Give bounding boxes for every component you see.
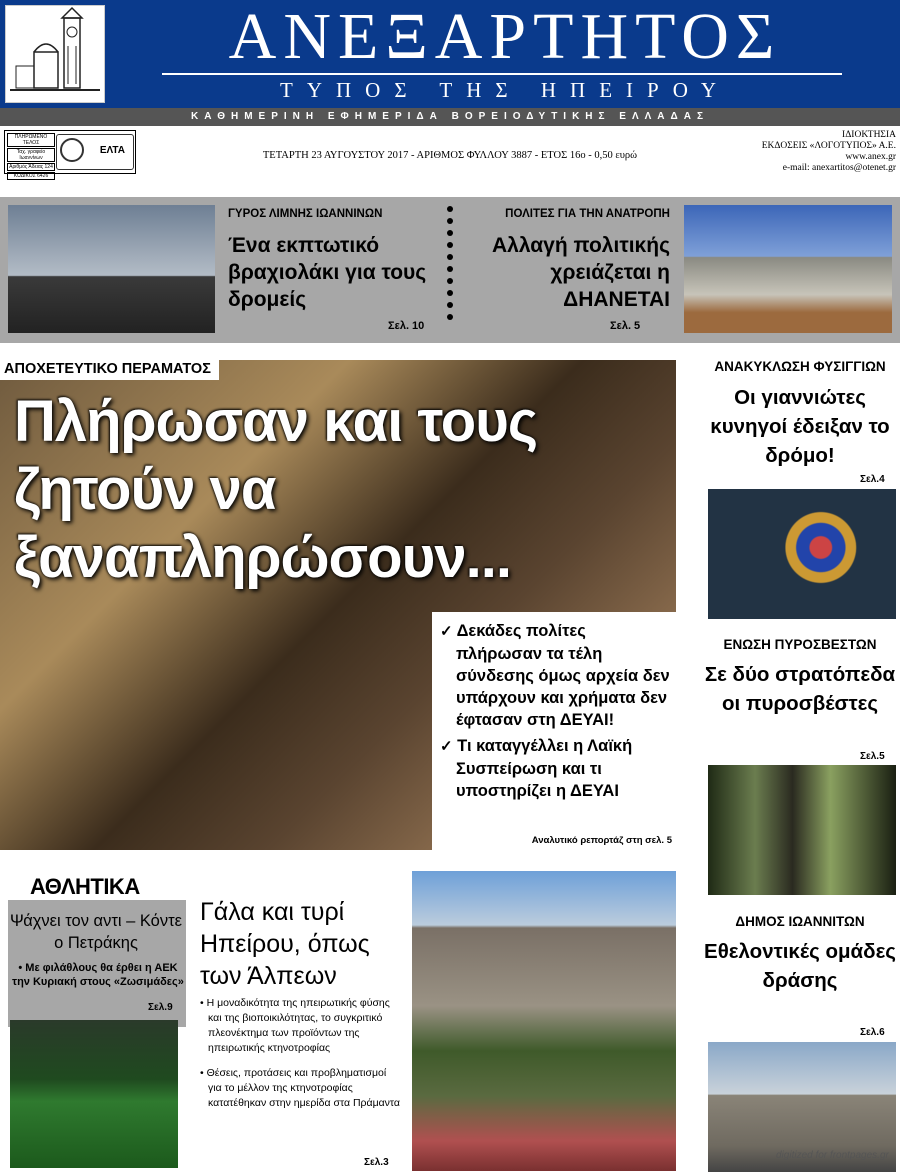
- page-ref: Σελ.5: [860, 751, 885, 762]
- teaser-headline[interactable]: Ένα εκπτωτικό βραχιολάκι για τους δρομείς: [228, 234, 427, 311]
- bullet-item: ✓ Τι καταγγέλλει η Λαϊκή Συσπείρωση και τι υποστηρίζει η ΔΕΥΑΙ: [440, 737, 633, 800]
- page-ref: Σελ. 10: [388, 320, 425, 332]
- dateline: ΤΕΤΑΡΤΗ 23 ΑΥΓΟΥΣΤΟΥ 2017 - ΑΡΙΘΜΟΣ ΦΥΛΛΟΥ 3887 - ΕΤΟΣ 16ο - 0,50 ευρώ: [262, 150, 638, 161]
- page-ref: Σελ.4: [860, 474, 885, 485]
- page-ref: Σελ. 5: [610, 320, 641, 332]
- right-kicker: ΑΝΑΚΥΚΛΩΣΗ ΦΥΣΙΓΓΙΩΝ: [714, 359, 886, 374]
- postal-code: ΚΩΔΙΚΟΣ 6426: [7, 172, 55, 180]
- checkmark-icon: ✓: [440, 738, 453, 755]
- football-photo[interactable]: [10, 1020, 178, 1168]
- ownership-info: [730, 130, 896, 174]
- newspaper-title: ΑΝΕΞΑΡΤΗΤΟΣ: [228, 0, 782, 73]
- elta-badge: ΕΛΤΑ: [56, 134, 134, 170]
- title-rule: [162, 73, 842, 75]
- bullet-item: • Θέσεις, προτάσεις και προβληματισμοί για το μέλλον της κτηνοτροφίας κατατέθηκαν στην ημερίδα στα Πράμαντα: [200, 1067, 401, 1109]
- dotted-divider: [446, 206, 454, 334]
- newspaper-subtitle: ΤΥΠΟΣ ΤΗΣ ΗΠΕΙΡΟΥ: [280, 78, 730, 102]
- sports-section-title: ΑΘΛΗΤΙΚΑ: [8, 870, 186, 900]
- sports-headline[interactable]: Ψάχνει τον αντι – Κόντε ο Πετράκης: [10, 912, 182, 952]
- page-ref: Σελ.6: [860, 1027, 885, 1038]
- cartridges-photo[interactable]: [708, 489, 896, 619]
- bullet-item: ✓ Δεκάδες πολίτες πλήρωσαν τα τέλη σύνδεσης όμως αρχεία δεν υπάρχουν και χρήματα δεν έφτασαν στη ΔΕΥΑΙ!: [440, 622, 670, 729]
- page-ref: Σελ.9: [148, 1002, 173, 1013]
- postal-line: ΠΛΗΡΩΜΕΝΟ ΤΕΛΟΣ: [7, 133, 55, 147]
- tagline-bar: ΚΑΘΗΜΕΡΙΝΗ ΕΦΗΜΕΡΙΔΑ ΒΟΡΕΙΟΔΥΤΙΚΗΣ ΕΛΛΑΔΑΣ: [0, 108, 900, 126]
- elta-seal-icon: [60, 138, 84, 162]
- right-kicker: ΕΝΩΣΗ ΠΥΡΟΣΒΕΣΤΩΝ: [723, 637, 877, 652]
- statue-ceremony-photo[interactable]: [412, 871, 676, 1171]
- right-headline[interactable]: Οι γιαννιώτες κυνηγοί έδειξαν το δρόμο!: [710, 386, 890, 467]
- bullet-item: • Η μοναδικότητα της ηπειρωτικής φύσης και της βιοποικιλότητας, το συγκριτικό πλεονέκτημα των προϊόντων της ηπειρωτικής κτηνοτροφίας: [200, 997, 390, 1054]
- main-headline[interactable]: Πλήρωσαν και τους ζητούν να ξαναπληρώσουν...: [14, 389, 538, 590]
- postal-line: Ταχ. γραφείο Ιωαννίνων: [7, 148, 55, 162]
- main-kicker: ΑΠΟΧΕΤΕΥΤΙΚΟ ΠΕΡΑΜΑΤΟΣ: [0, 359, 219, 380]
- right-headline[interactable]: Σε δύο στρατόπεδα οι πυροσβέστες: [704, 663, 896, 715]
- teaser-kicker: ΓΥΡΟΣ ΛΙΜΝΗΣ ΙΩΑΝΝΙΝΩΝ: [228, 208, 383, 220]
- owner-website[interactable]: www.anex.gr: [845, 152, 896, 162]
- clock-tower-logo-icon: [5, 5, 105, 103]
- building-photo[interactable]: [684, 205, 892, 333]
- owner-publisher: ΕΚΔΟΣΕΙΣ «ΛΟΓΟΤΥΠΟΣ» Α.Ε.: [761, 141, 896, 151]
- page-ref: Σελ.3: [364, 1157, 389, 1168]
- middle-headline[interactable]: Γάλα και τυρί Ηπείρου, όπως των Άλπεων: [200, 898, 370, 990]
- owner-email[interactable]: e-mail: anexartitos@otenet.gr: [782, 163, 896, 173]
- right-kicker: ΔΗΜΟΣ ΙΩΑΝΝΙΤΩΝ: [735, 914, 865, 929]
- sports-bullet: • Με φιλάθλους θα έρθει η ΑΕΚ την Κυριακή στους «Ζωσιμάδες»: [12, 962, 184, 988]
- watermark: digitized for frontpages.gr: [776, 1150, 889, 1161]
- right-headline[interactable]: Εθελοντικές ομάδες δράσης: [704, 940, 896, 992]
- middle-bullets: [200, 996, 400, 1121]
- teaser-kicker: ΠΟΛΙΤΕΣ ΓΙΑ ΤΗΝ ΑΝΑΤΡΟΠΗ: [505, 208, 670, 220]
- postal-line: Αριθμός Άδειας 124: [7, 163, 55, 171]
- runners-photo[interactable]: [8, 205, 215, 333]
- owner-label: ΙΔΙΟΚΤΗΣΙΑ: [842, 130, 896, 140]
- checkmark-icon: ✓: [440, 623, 453, 640]
- main-bullets: [440, 620, 672, 806]
- teaser-headline[interactable]: Αλλαγή πολιτικής χρειάζεται η ΔΗΑΝΕΤΑΙ: [491, 234, 670, 311]
- page-ref: Αναλυτικό ρεπορτάζ στη σελ. 5: [531, 835, 672, 846]
- firefighter-photo[interactable]: [708, 765, 896, 895]
